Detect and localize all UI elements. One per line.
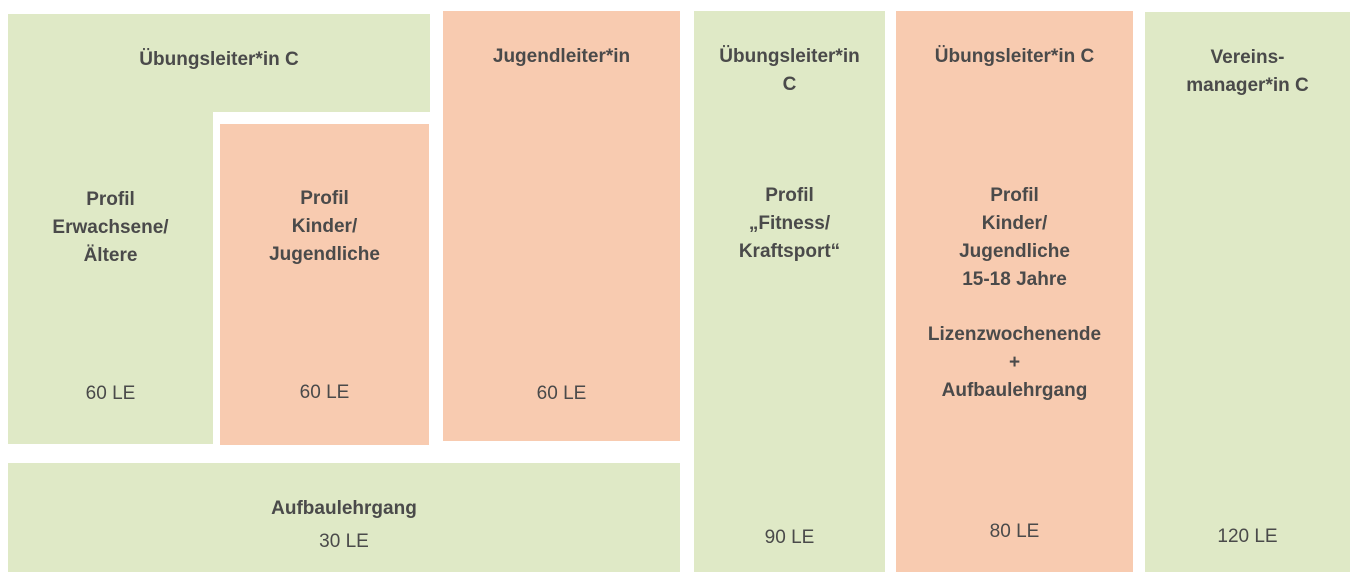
vereinsmanager-title: Vereins- manager*in C: [1186, 47, 1309, 96]
fitness-le: 90 LE: [764, 527, 815, 548]
aufbaulehrgang-title: Aufbaulehrgang: [271, 498, 417, 519]
jugendleiter-le: 60 LE: [536, 383, 587, 404]
profil-erwachsene-label: Profil Erwachsene/ Ältere: [52, 189, 169, 266]
jugendleiter-title: Jugendleiter*in: [492, 46, 631, 67]
profil-fitness-label: Profil „Fitness/ Kraftsport“: [738, 185, 841, 262]
aufbaulehrgang-le: 30 LE: [319, 531, 369, 552]
kinder-le: 60 LE: [299, 382, 350, 403]
profil-kinder-label: Profil Kinder/ Jugendliche: [269, 188, 380, 265]
lizenzwochenende-label: Lizenzwochenende + Aufbaulehrgang: [927, 324, 1102, 401]
profil-kinder-1518-label: Profil Kinder/ Jugendliche 15-18 Jahre: [959, 185, 1070, 290]
kinder-1518-le: 80 LE: [989, 521, 1040, 542]
erwachsene-le: 60 LE: [85, 383, 136, 404]
ul-c-title: Übungsleiter*in C: [139, 49, 299, 70]
jugendleiter-block: [443, 11, 680, 441]
ul-c-kinder-1518-title: Übungsleiter*in C: [934, 46, 1095, 67]
ul-c-fitness-title: Übungsleiter*in C: [719, 46, 860, 95]
vereinsmanager-le: 120 LE: [1217, 526, 1278, 547]
